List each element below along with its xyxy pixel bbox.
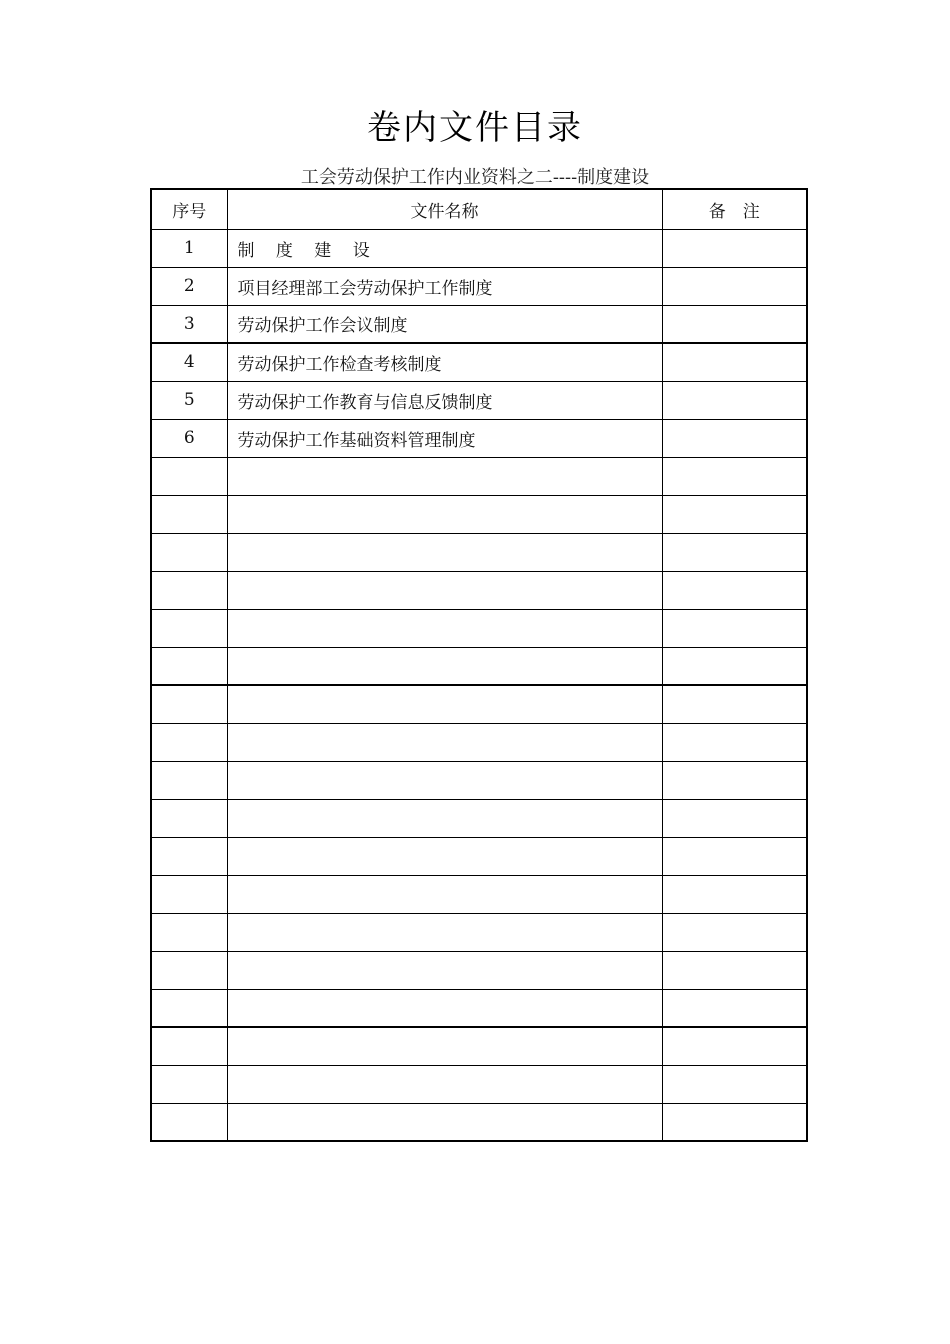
row-file-name: 劳动保护工作会议制度 [227, 305, 662, 343]
row-remarks [662, 229, 807, 267]
header-serial-number: 序号 [151, 189, 227, 229]
empty-cell [227, 799, 662, 837]
empty-cell [227, 609, 662, 647]
page-subtitle: 工会劳动保护工作内业资料之二----制度建设 [300, 167, 650, 188]
empty-cell [227, 1103, 662, 1141]
row-file-name: 制 度 建 设 [227, 229, 662, 267]
row-remarks [662, 381, 807, 419]
row-file-name: 项目经理部工会劳动保护工作制度 [227, 267, 662, 305]
empty-cell [662, 1027, 807, 1065]
empty-cell [151, 457, 227, 495]
empty-cell [662, 685, 807, 723]
empty-table-row [151, 1103, 807, 1141]
empty-cell [662, 951, 807, 989]
empty-table-row [151, 989, 807, 1027]
header-remarks: 备 注 [662, 189, 807, 229]
empty-cell [662, 1103, 807, 1141]
table-row [151, 343, 807, 381]
empty-cell [227, 571, 662, 609]
empty-cell [227, 685, 662, 723]
table-row [151, 381, 807, 419]
header-file-name: 文件名称 [227, 189, 662, 229]
empty-table-row [151, 571, 807, 609]
empty-cell [662, 533, 807, 571]
empty-table-row [151, 647, 807, 685]
table-row [151, 267, 807, 305]
empty-cell [227, 1027, 662, 1065]
row-remarks [662, 343, 807, 381]
empty-cell [227, 457, 662, 495]
empty-cell [151, 1103, 227, 1141]
empty-cell [662, 571, 807, 609]
empty-cell [227, 761, 662, 799]
row-file-name: 劳动保护工作基础资料管理制度 [227, 419, 662, 457]
row-remarks [662, 305, 807, 343]
file-catalog-table [150, 188, 808, 1142]
row-remarks [662, 419, 807, 457]
empty-cell [151, 913, 227, 951]
empty-table-row [151, 723, 807, 761]
empty-cell [662, 875, 807, 913]
table-row [151, 419, 807, 457]
empty-cell [227, 1065, 662, 1103]
empty-cell [151, 571, 227, 609]
empty-cell [662, 1065, 807, 1103]
row-file-name: 劳动保护工作教育与信息反馈制度 [227, 381, 662, 419]
empty-cell [151, 723, 227, 761]
empty-table-row [151, 685, 807, 723]
table-header-row [151, 189, 807, 229]
empty-cell [151, 875, 227, 913]
empty-cell [151, 761, 227, 799]
row-remarks [662, 267, 807, 305]
row-serial-number: 6 [151, 419, 227, 457]
empty-table-row [151, 761, 807, 799]
row-serial-number: 5 [151, 381, 227, 419]
row-file-name: 劳动保护工作检查考核制度 [227, 343, 662, 381]
empty-cell [227, 495, 662, 533]
empty-cell [662, 495, 807, 533]
page-title: 卷内文件目录 [367, 108, 583, 148]
empty-cell [227, 951, 662, 989]
row-serial-number: 1 [151, 229, 227, 267]
empty-cell [151, 837, 227, 875]
row-serial-number: 3 [151, 305, 227, 343]
empty-cell [227, 913, 662, 951]
empty-cell [151, 951, 227, 989]
empty-cell [662, 799, 807, 837]
row-serial-number: 2 [151, 267, 227, 305]
empty-cell [662, 647, 807, 685]
empty-cell [151, 647, 227, 685]
empty-table-row [151, 1065, 807, 1103]
empty-cell [151, 1065, 227, 1103]
empty-cell [662, 609, 807, 647]
empty-table-row [151, 1027, 807, 1065]
empty-cell [662, 989, 807, 1027]
empty-table-row [151, 913, 807, 951]
empty-cell [151, 685, 227, 723]
empty-cell [662, 723, 807, 761]
empty-table-row [151, 495, 807, 533]
empty-cell [662, 761, 807, 799]
empty-cell [662, 913, 807, 951]
empty-cell [151, 799, 227, 837]
row-serial-number: 4 [151, 343, 227, 381]
empty-cell [662, 837, 807, 875]
table-row [151, 229, 807, 267]
empty-table-row [151, 457, 807, 495]
empty-cell [151, 533, 227, 571]
empty-cell [151, 989, 227, 1027]
empty-cell [227, 989, 662, 1027]
empty-table-row [151, 609, 807, 647]
empty-table-row [151, 533, 807, 571]
empty-table-row [151, 837, 807, 875]
empty-cell [151, 1027, 227, 1065]
empty-cell [227, 647, 662, 685]
empty-cell [227, 875, 662, 913]
empty-table-row [151, 951, 807, 989]
table-row [151, 305, 807, 343]
empty-cell [227, 837, 662, 875]
empty-cell [151, 495, 227, 533]
empty-cell [151, 609, 227, 647]
empty-cell [227, 723, 662, 761]
empty-table-row [151, 875, 807, 913]
empty-cell [227, 533, 662, 571]
empty-table-row [151, 799, 807, 837]
empty-cell [662, 457, 807, 495]
